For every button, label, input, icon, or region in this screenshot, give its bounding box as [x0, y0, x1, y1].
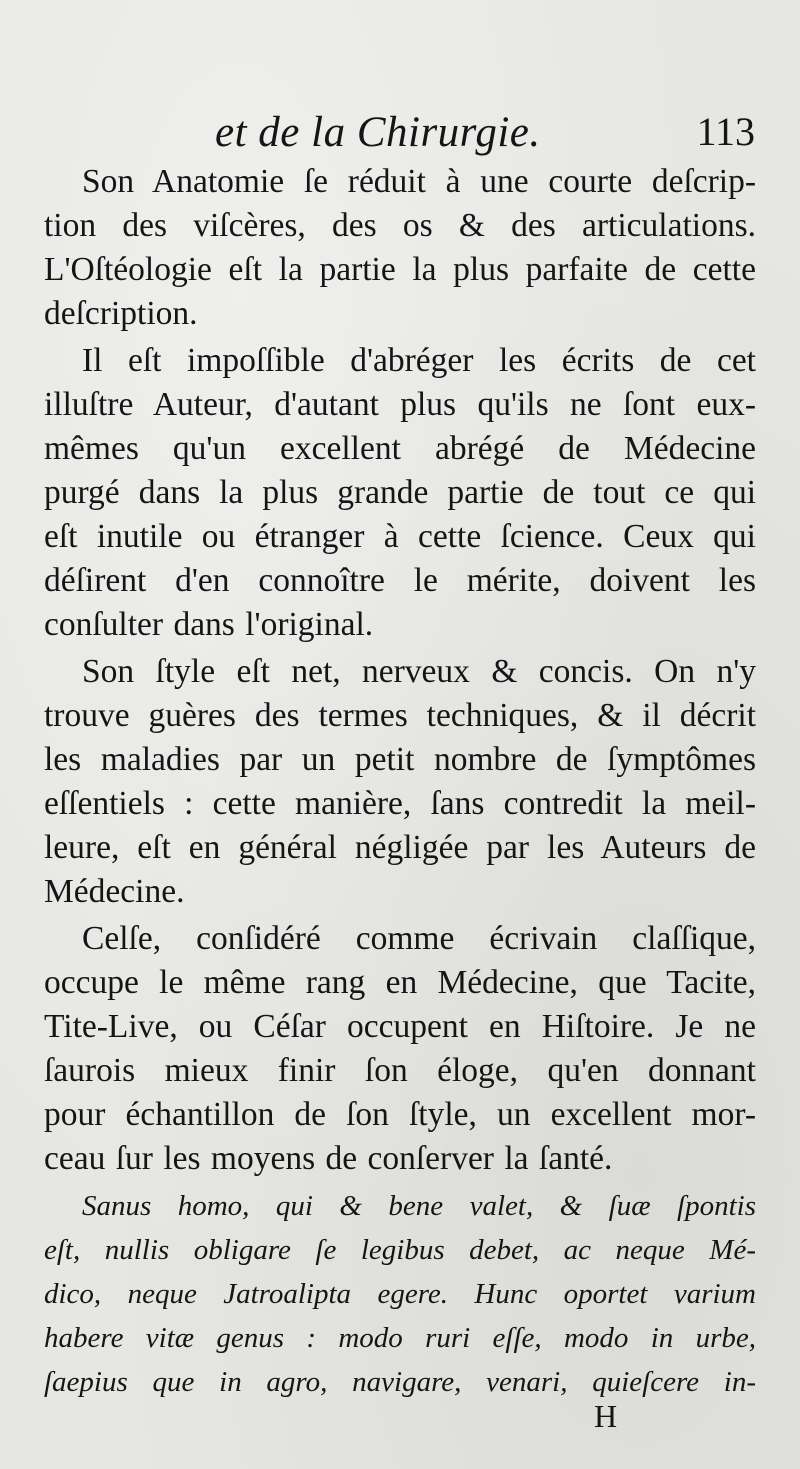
text-line: eſt inutile ou étranger à cette ſcience. Ceux qui: [44, 518, 756, 555]
text-line: les maladies par un petit nombre de ſymptômes: [44, 741, 756, 778]
text-line: Son Anatomie ſe réduit à une courte deſcrip-: [82, 163, 756, 200]
running-title: et de la Chirurgie.: [215, 109, 541, 156]
text-line: Médecine.: [44, 873, 185, 910]
text-line: eſt, nullis obligare ſe legibus debet, ac neque Mé-: [44, 1234, 756, 1266]
text-line: ceau ſur les moyens de conſerver la ſanté.: [44, 1140, 613, 1177]
text-line: occupe le même rang en Médecine, que Tacite,: [44, 964, 756, 1001]
text-line: L'Oſtéologie eſt la partie la plus parfaite de cette: [44, 251, 756, 288]
page-header: [215, 108, 765, 158]
body-text: [44, 160, 756, 1404]
text-line: ſaepius que in agro, navigare, venari, quieſcere in-: [44, 1366, 756, 1398]
text-line: deſcription.: [44, 295, 198, 332]
text-line: Celſe, conſidéré comme écrivain claſſique,: [82, 920, 756, 957]
page-number: 113: [696, 109, 755, 154]
paragraph-style: [44, 650, 756, 914]
paragraph-latin-quote: [44, 1184, 756, 1404]
text-line: Tite-Live, ou Céſar occupent en Hiſtoire. Je ne: [44, 1008, 756, 1045]
text-line: Son ſtyle eſt net, nerveux & concis. On n'y: [82, 653, 756, 690]
text-line: leure, eſt en général négligée par les Auteurs de: [44, 829, 756, 866]
text-line: pour échantillon de ſon ſtyle, un excellent mor-: [44, 1096, 756, 1133]
text-line: ſaurois mieux finir ſon éloge, qu'en donnant: [44, 1052, 756, 1089]
paragraph-impossible: [44, 339, 756, 647]
paragraph-celse: [44, 917, 756, 1181]
signature-mark: H: [594, 1398, 618, 1434]
text-line: trouve guères des termes techniques, & il décrit: [44, 697, 756, 734]
text-line: habere vitæ genus : modo ruri eſſe, modo in urbe,: [44, 1322, 756, 1354]
text-line: purgé dans la plus grande partie de tout ce qui: [44, 474, 756, 511]
paragraph-anatomie: [44, 160, 756, 336]
text-line: illuſtre Auteur, d'autant plus qu'ils ne ſont eux-: [44, 386, 756, 423]
text-line: conſulter dans l'original.: [44, 606, 374, 643]
text-line: eſſentiels : cette manière, ſans contredit la meil-: [44, 785, 756, 822]
text-line: Il eſt impoſſible d'abréger les écrits de cet: [82, 342, 756, 379]
text-line: mêmes qu'un excellent abrégé de Médecine: [44, 430, 756, 467]
text-line: tion des viſcères, des os & des articulations.: [44, 207, 756, 244]
text-line: Sanus homo, qui & bene valet, & ſuæ ſpontis: [82, 1190, 756, 1222]
text-line: déſirent d'en connoître le mérite, doivent les: [44, 562, 756, 599]
text-line: dico, neque Jatroalipta egere. Hunc oportet varium: [44, 1278, 756, 1310]
